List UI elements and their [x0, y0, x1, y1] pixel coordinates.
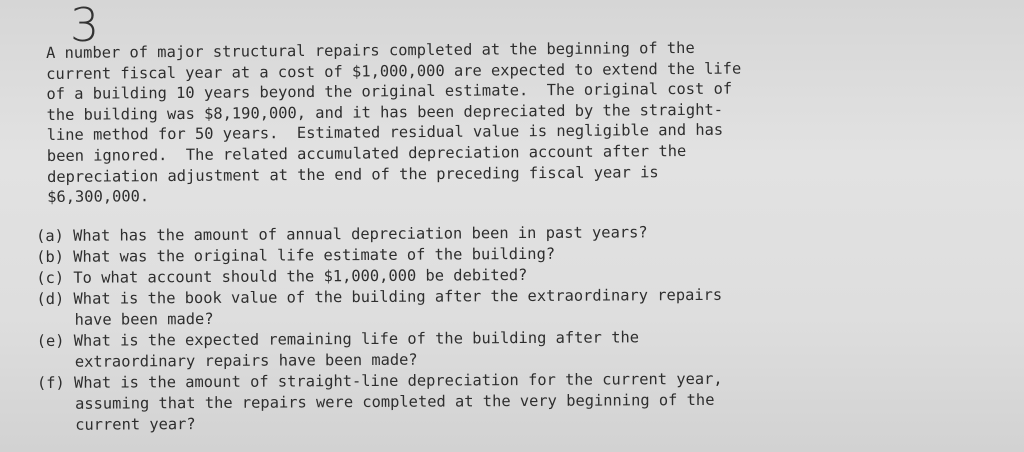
question-line: (e) What is the expected remaining life of the building after the	[36, 328, 640, 350]
question-line: (d) What is the book value of the building after the extraordinary repairs	[36, 285, 723, 308]
problem-line: been ignored. The related accumulated depreciation account after the	[46, 141, 687, 165]
question-line: current year?	[75, 415, 196, 434]
problem-line: line method for 50 years. Estimated residual value is negligible and has	[46, 121, 724, 145]
problem-line: the building was $8,190,000, and it has been depreciated by the straight-	[46, 100, 724, 124]
question-e	[37, 325, 997, 373]
question-line: (a) What has the amount of annual depreciation been in past years?	[36, 223, 648, 245]
question-line: (b) What was the original life estimate of the building?	[36, 244, 556, 266]
problem-line: $6,300,000.	[47, 187, 150, 207]
question-d	[36, 283, 996, 331]
question-line: have been made?	[74, 309, 214, 329]
question-line: (c) To what account should the $1,000,000 be debited?	[36, 265, 528, 287]
problem-line: A number of major structural repairs completed at the beginning of the	[46, 38, 695, 62]
question-line: assuming that the repairs were completed at the very beginning of the	[75, 390, 715, 413]
problem-line: of a building 10 years beyond the original estimate. The original cost of	[46, 79, 733, 104]
question-list	[36, 220, 997, 436]
question-line: (f) What is the amount of straight-line depreciation for the current year,	[36, 369, 723, 392]
problem-statement	[46, 36, 947, 208]
problem-line: current fiscal year at a cost of $1,000,000 are expected to extend the life	[46, 59, 742, 83]
question-line: extraordinary repairs have been made?	[74, 350, 418, 371]
question-f	[37, 367, 997, 436]
problem-line: depreciation adjustment at the end of the preceding fiscal year is	[46, 162, 659, 186]
problem-number: 3	[70, 0, 100, 52]
